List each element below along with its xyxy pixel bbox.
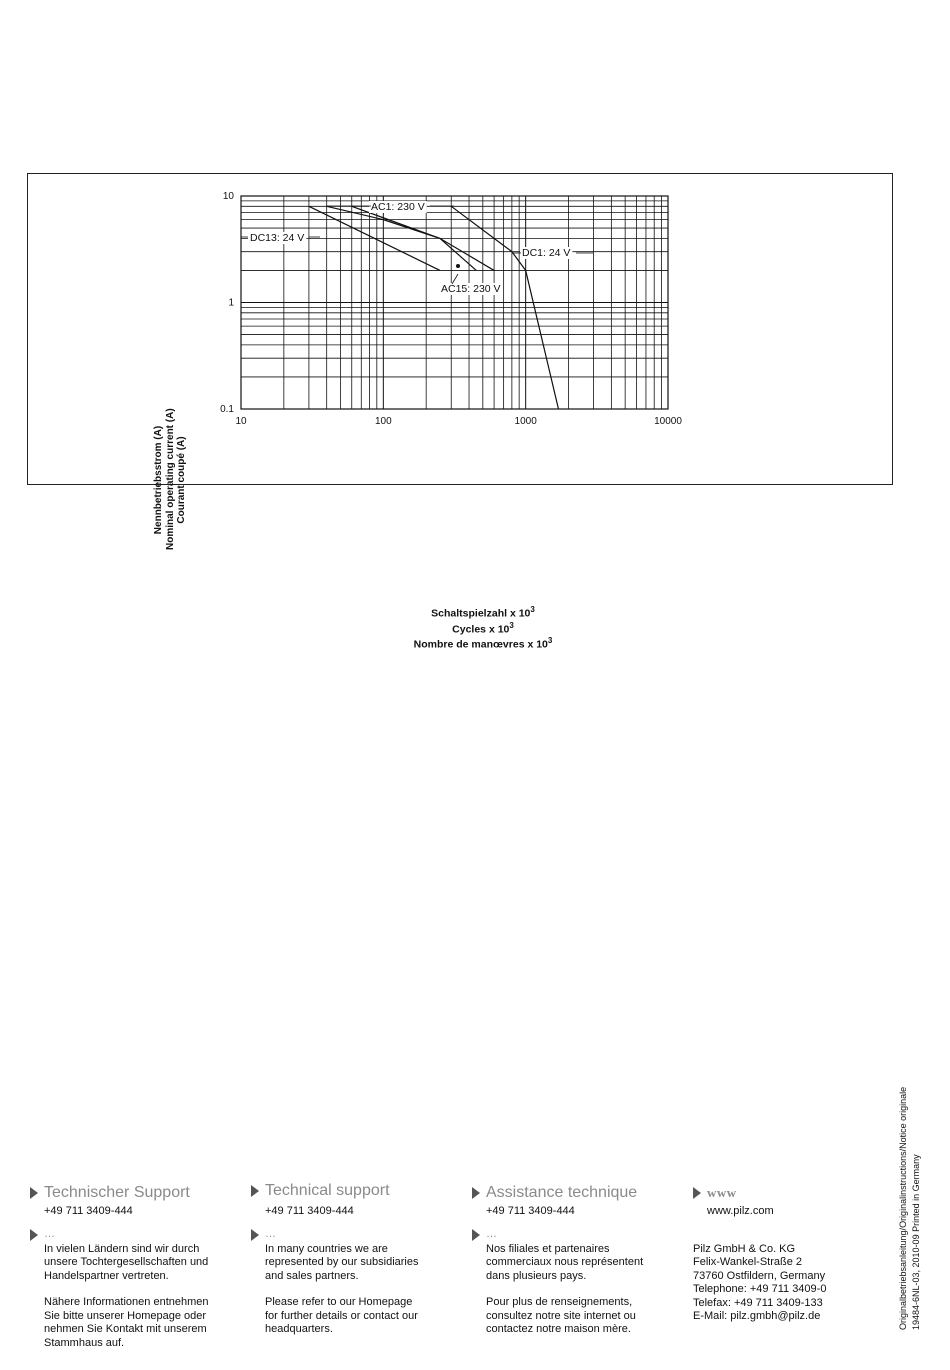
x-tick-label: 1000: [514, 416, 537, 427]
triangle-right-icon: [251, 1185, 259, 1197]
y-label-fr: Courant coupé (A): [176, 436, 187, 524]
triangle-right-icon: [30, 1187, 38, 1199]
support-phone: +49 711 3409-444: [44, 1205, 133, 1217]
footer-col-www: [693, 1183, 893, 1324]
support-text: In many countries we are represented by our subsidiaries and sales partners. Please refer to our Homepage for further details or contact our headquarters.: [265, 1242, 419, 1335]
document-reference: Originalbetriebsanleitung/Originalinstructions/Notice originale 19484-6NL-03, 2010-09 Printed in Germany: [898, 1086, 921, 1330]
y-tick-label: 0.1: [220, 404, 234, 415]
footer-col-fr: [472, 1183, 672, 1350]
footer-col-en: [251, 1181, 451, 1350]
x-label-de: Schaltspielzahl x $10^3$: [431, 605, 535, 620]
y-label-en: Nominal operating current (A): [164, 408, 176, 550]
support-phone: +49 711 3409-444: [265, 1205, 354, 1217]
series-label-1: DC13: 24 V: [250, 232, 305, 244]
y-axis-label: [153, 410, 203, 550]
ellipsis: …: [44, 1227, 55, 1240]
series-label-3: DC1: 24 V: [522, 247, 571, 259]
y-tick-label: 1: [228, 297, 234, 309]
support-title: Assistance technique: [486, 1184, 638, 1202]
www-title: www: [707, 1185, 737, 1201]
ellipsis: …: [265, 1227, 276, 1240]
chart-frame: [27, 173, 893, 651]
triangle-right-icon: [693, 1187, 701, 1199]
x-axis-label: [414, 604, 553, 651]
footer-col-de: [30, 1183, 230, 1363]
ellipsis: …: [486, 1227, 497, 1240]
triangle-right-icon: [472, 1187, 480, 1199]
x-label-en: Cycles x $10^3$: [452, 620, 514, 635]
leader-dot: [456, 264, 460, 268]
series-label-0: AC1: 230 V: [371, 201, 425, 213]
series-label-2: AC15: 230 V: [441, 283, 501, 295]
x-tick-label: 100: [374, 416, 392, 427]
triangle-right-icon: [30, 1229, 38, 1241]
support-title: Technischer Support: [44, 1184, 190, 1202]
support-text: Nos filiales et partenaires commerciaux nous représentent dans plusieurs pays. Pour plus de renseignements, consultez notre site internet ou contactez notre maison mère.: [486, 1242, 644, 1335]
website-link[interactable]: www.pilz.com: [707, 1205, 774, 1217]
company-address: Pilz GmbH & Co. KG Felix-Wankel-Straße 2 73760 Ostfildern, Germany Telephone: +49 711 3409-0 Telefax: +49 711 3409-133 E-Mail: pilz.gmbh@pilz.de: [693, 1243, 893, 1324]
support-phone: +49 711 3409-444: [486, 1205, 575, 1217]
y-tick-label: 10: [222, 191, 234, 202]
triangle-right-icon: [472, 1229, 480, 1241]
support-title: Technical support: [265, 1182, 390, 1200]
x-tick-label: 10: [235, 416, 247, 427]
x-tick-label: 10000: [654, 416, 682, 427]
triangle-right-icon: [251, 1229, 259, 1241]
x-label-fr: Nombre de manœvres x $10^3$: [413, 636, 553, 651]
y-label-de: Nennbetriebsstrom (A): [153, 425, 164, 535]
support-text: In vielen Ländern sind wir durch unsere Tochtergesellschaften und Handelspartner vertreten. Nähere Informationen entnehmen Sie bitte unserer Homepage oder nehmen Sie Kontakt mit unserem Stammhaus auf.: [44, 1242, 209, 1349]
email-link[interactable]: E-Mail: pilz.gmbh@pilz.de: [693, 1310, 821, 1322]
